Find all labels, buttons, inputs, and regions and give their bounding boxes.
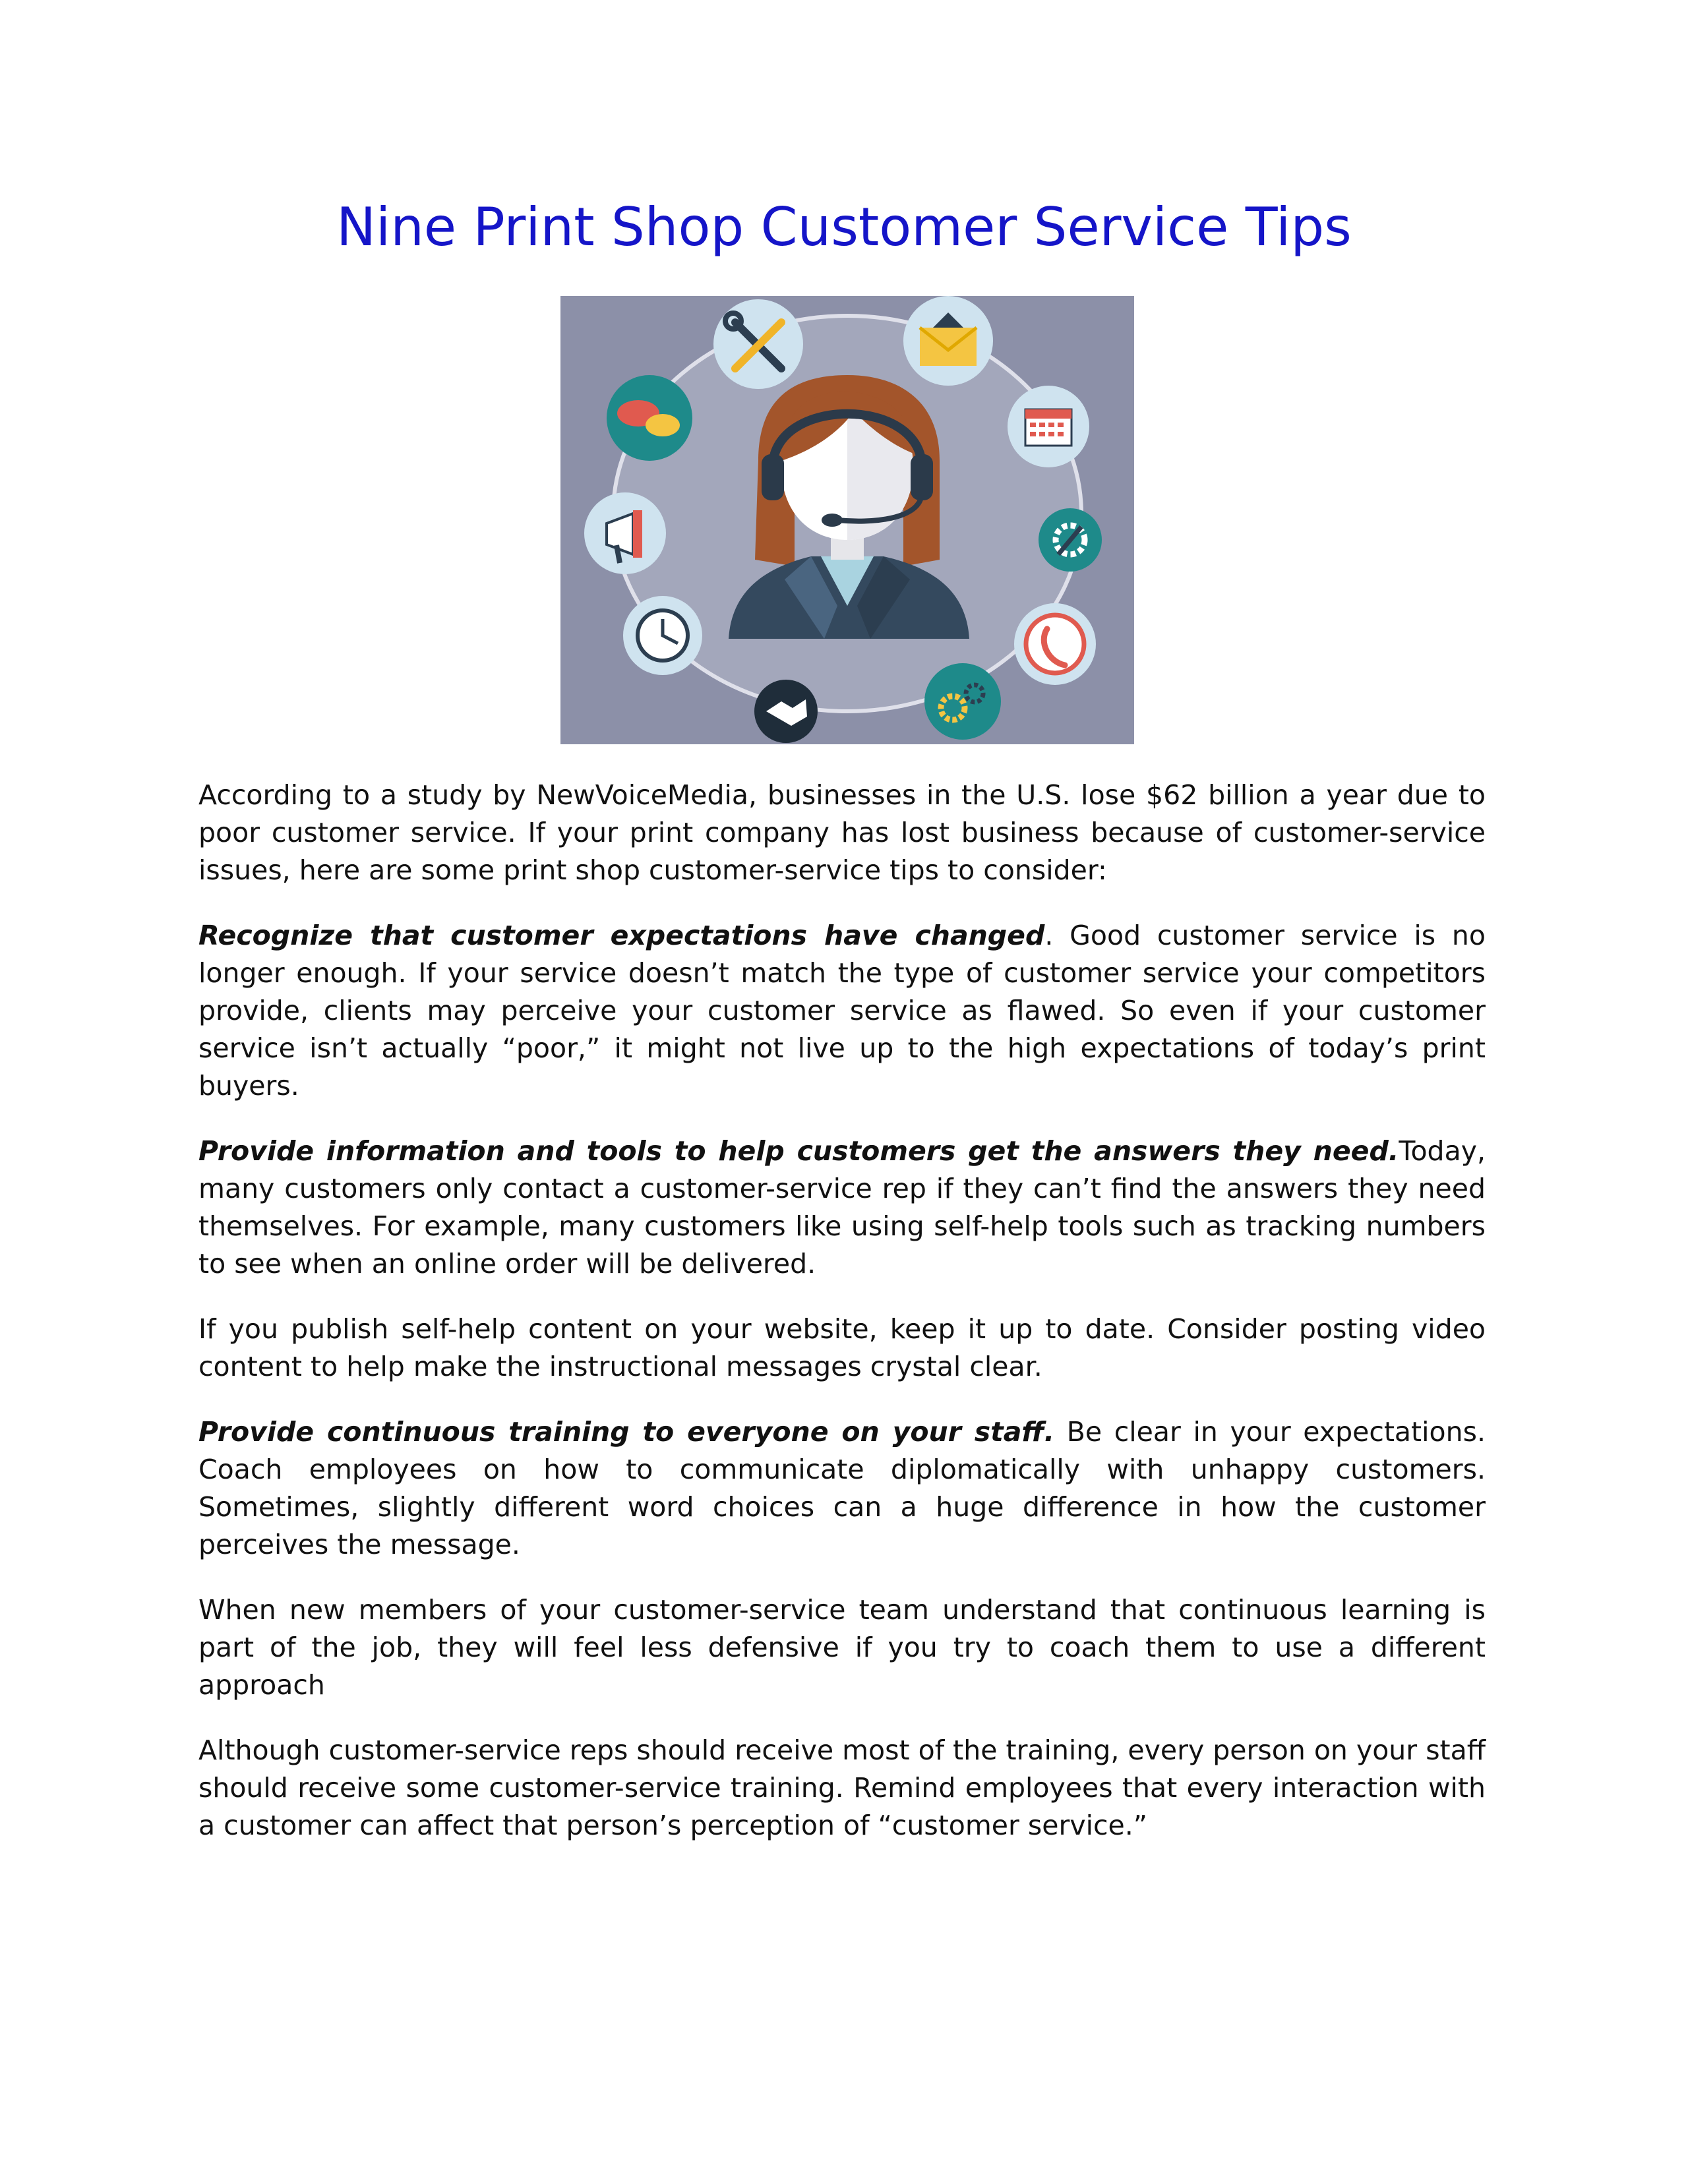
- customer-service-illustration: [560, 296, 1134, 744]
- tip-2-heading: Provide information and tools to help customers get the answers they need.: [198, 1135, 1399, 1167]
- tip-3-followup-paragraph: When new members of your customer-service team understand that continuous learning is part of the job, they will feel less defensive if you try to coach them to use a different approach: [198, 1594, 1486, 1701]
- page-title: Nine Print Shop Customer Service Tips: [336, 196, 1352, 258]
- gears-icon: [924, 663, 1001, 740]
- handshake-icon: [754, 680, 818, 743]
- tip-2-followup-paragraph: If you publish self-help content on your website, keep it up to date. Consider posting video content to help make the instructional messages crystal clear.: [198, 1313, 1486, 1382]
- megaphone-icon: [584, 492, 666, 574]
- intro-paragraph: According to a study by NewVoiceMedia, businesses in the U.S. lose $62 billion a year due to poor customer service. If your print company has lost business because of customer-service issues, here are some print shop customer-service tips to consider:: [198, 779, 1486, 886]
- tip-3-text: Be clear in your expectations. Coach employees on how to communicate diplomatically with unhappy customers. Sometimes, slightly different word choices can a huge difference in how the customer perceives the message.: [198, 1416, 1486, 1560]
- gear-wrench-icon: [1039, 508, 1102, 572]
- article-body: [198, 777, 1486, 1872]
- tip-3-paragraph: [198, 1413, 1486, 1564]
- tip-2-paragraph: [198, 1133, 1486, 1283]
- chat-bubbles-icon: [607, 375, 692, 461]
- tip-3-training-paragraph: Although customer-service reps should receive most of the training, every person on your staff should receive some customer-service training. Remind employees that every interaction with a customer can affect that person’s perception of “customer service.”: [198, 1734, 1486, 1841]
- clock-icon: [623, 596, 702, 675]
- tip-2-text: Today, many customers only contact a customer-service rep if they can’t find the answers they need themselves. For example, many customers like using self-help tools such as tracking numbers to see when an online order will be delivered.: [198, 1135, 1486, 1280]
- tip-3-heading: Provide continuous training to everyone on your staff.: [198, 1416, 1055, 1448]
- tools-icon: [713, 299, 803, 389]
- phone-icon: [1014, 603, 1096, 685]
- tip-1-text: . Good customer service is no longer enough. If your service doesn’t match the type of customer service your competitors provide, clients may perceive your customer service as flawed. So even if your customer service isn’t actually “poor,” it might not live up to the high expectations of today’s print buyers.: [198, 920, 1486, 1102]
- tip-1-heading: Recognize that customer expectations have changed: [198, 920, 1045, 951]
- tip-1-paragraph: [198, 917, 1486, 1105]
- envelope-icon: [903, 296, 993, 386]
- calendar-icon: [1008, 386, 1089, 467]
